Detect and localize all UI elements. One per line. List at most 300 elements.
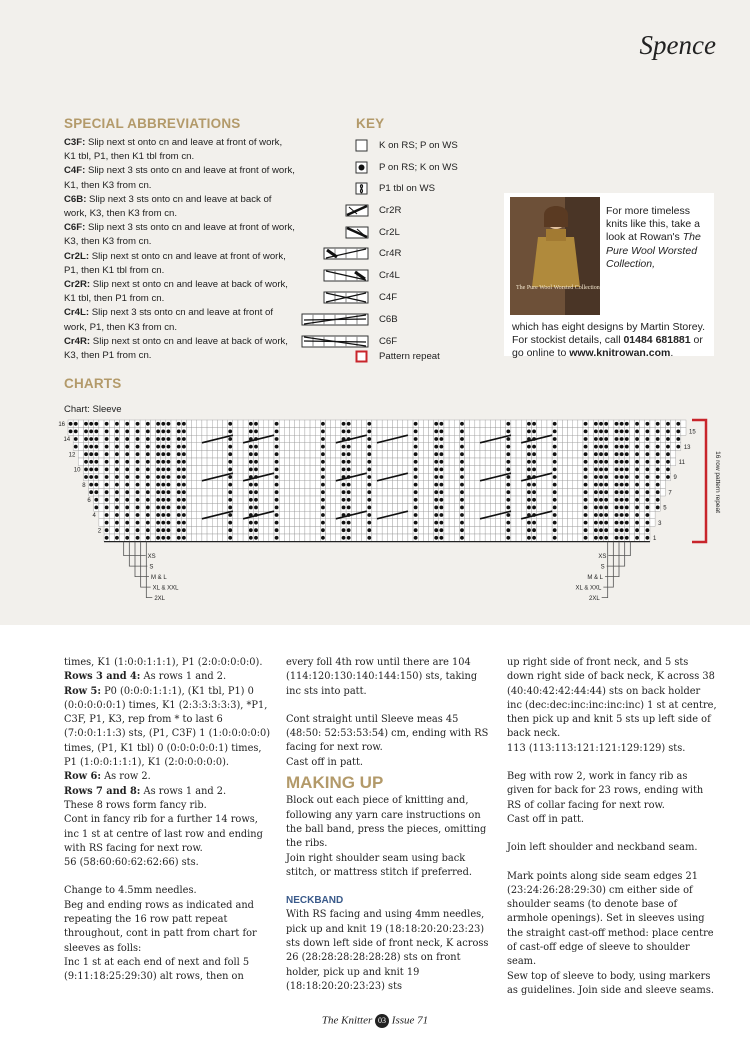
- promo-url[interactable]: www.knitrowan.com: [569, 347, 671, 360]
- chart-cell: [223, 534, 228, 542]
- chart-cell: [650, 488, 655, 496]
- chart-cell: [284, 534, 289, 542]
- chart-cell: [186, 534, 191, 542]
- chart-cell: [186, 504, 191, 512]
- chart-cell: [408, 534, 413, 542]
- purl-dot: [666, 422, 670, 426]
- chart-cell: [331, 435, 336, 443]
- chart-cell: [109, 466, 114, 474]
- chart-cell: [217, 466, 222, 474]
- chart-cell: [387, 519, 392, 527]
- chart-cell: [547, 458, 552, 466]
- chart-cell: [485, 534, 490, 542]
- chart-cell: [217, 526, 222, 534]
- chart-cell: [511, 488, 516, 496]
- chart-cell: [568, 420, 573, 428]
- chart-cell: [356, 428, 361, 436]
- purl-dot: [460, 536, 464, 540]
- chart-cell: [660, 420, 665, 428]
- purl-dot: [125, 437, 129, 441]
- chart-cell: [475, 443, 480, 451]
- chart-cell: [171, 435, 176, 443]
- chart-cell: [295, 534, 300, 542]
- chart-cell: [279, 450, 284, 458]
- chart-cell: [382, 466, 387, 474]
- purl-dot: [506, 445, 510, 449]
- purl-dot: [115, 460, 119, 464]
- chart-cell: [279, 458, 284, 466]
- chart-cell: [475, 450, 480, 458]
- purl-dot: [367, 498, 371, 502]
- chart-cell: [495, 534, 500, 542]
- chart-cell: [557, 450, 562, 458]
- purl-dot: [553, 521, 557, 525]
- purl-dot: [125, 506, 129, 510]
- chart-cell: [109, 481, 114, 489]
- chart-cell: [289, 519, 294, 527]
- chart-cell: [186, 420, 191, 428]
- chart-cell: [315, 526, 320, 534]
- chart-cell: [310, 420, 315, 428]
- chart-cell: [408, 496, 413, 504]
- chart-cell: [109, 511, 114, 519]
- chart-cell: [511, 526, 516, 534]
- chart-cell: [217, 450, 222, 458]
- purl-dot: [84, 445, 88, 449]
- purl-dot: [228, 483, 232, 487]
- chart-cell: [485, 466, 490, 474]
- chart-cell: [449, 473, 454, 481]
- chart-cell: [99, 496, 104, 504]
- purl-dot: [125, 475, 129, 479]
- chart-cell: [217, 443, 222, 451]
- chart-cell: [511, 428, 516, 436]
- chart-cell: [310, 496, 315, 504]
- purl-dot: [321, 430, 325, 434]
- chart-cell: [568, 428, 573, 436]
- chart-cell: [465, 496, 470, 504]
- chart-cell: [516, 450, 521, 458]
- purl-dot: [434, 460, 438, 464]
- chart-cell: [578, 526, 583, 534]
- purl-dot: [367, 521, 371, 525]
- chart-cell: [120, 496, 125, 504]
- chart-cell: [398, 466, 403, 474]
- chart-cell: [454, 481, 459, 489]
- purl-dot: [625, 437, 629, 441]
- purl-dot: [125, 483, 129, 487]
- chart-cell: [660, 450, 665, 458]
- chart-cell: [382, 450, 387, 458]
- chart-cell: [511, 435, 516, 443]
- purl-dot: [666, 445, 670, 449]
- chart-cell: [392, 488, 397, 496]
- purl-dot: [414, 437, 418, 441]
- chart-cell: [78, 450, 83, 458]
- chart-cell: [516, 504, 521, 512]
- chart-cell: [269, 420, 274, 428]
- instructions-column-3: [507, 656, 717, 998]
- purl-dot: [532, 498, 536, 502]
- chart-cell: [202, 481, 207, 489]
- purl-dot: [460, 490, 464, 494]
- chart-cell: [279, 428, 284, 436]
- chart-cell: [120, 481, 125, 489]
- chart-cell: [573, 473, 578, 481]
- purl-dot: [342, 506, 346, 510]
- purl-dot: [625, 430, 629, 434]
- chart-cell: [212, 534, 217, 542]
- chart-cell: [629, 481, 634, 489]
- chart-cell: [660, 443, 665, 451]
- chart-cell: [423, 534, 428, 542]
- purl-dot: [321, 521, 325, 525]
- purl-dot: [74, 445, 78, 449]
- chart-cell: [212, 496, 217, 504]
- purl-dot: [635, 468, 639, 472]
- chart-cell: [171, 458, 176, 466]
- purl-dot: [321, 452, 325, 456]
- chart-cell: [130, 458, 135, 466]
- chart-cell: [578, 481, 583, 489]
- chart-cell: [372, 526, 377, 534]
- chart-cell: [542, 534, 547, 542]
- chart-cell: [629, 496, 634, 504]
- chart-cell: [629, 458, 634, 466]
- purl-dot: [615, 437, 619, 441]
- chart-cell: [269, 504, 274, 512]
- chart-cell: [331, 526, 336, 534]
- chart-cell: [521, 443, 526, 451]
- purl-dot: [342, 460, 346, 464]
- chart-cell: [284, 526, 289, 534]
- chart-cell: [501, 504, 506, 512]
- purl-dot: [228, 528, 232, 532]
- chart-cell: [542, 496, 547, 504]
- chart-cell: [356, 488, 361, 496]
- chart-cell: [485, 458, 490, 466]
- chart-cell: [212, 526, 217, 534]
- chart-cell: [521, 450, 526, 458]
- chart-cell: [331, 420, 336, 428]
- chart-cell: [289, 443, 294, 451]
- chart-cell: [408, 466, 413, 474]
- chart-cell: [259, 428, 264, 436]
- chart-cell: [171, 534, 176, 542]
- pattern-repeat-icon: [355, 350, 369, 363]
- purl-dot: [342, 498, 346, 502]
- chart-cell: [444, 496, 449, 504]
- purl-dot: [439, 498, 443, 502]
- purl-dot: [599, 513, 603, 517]
- purl-dot: [105, 460, 109, 464]
- purl-dot: [625, 475, 629, 479]
- purl-dot: [275, 498, 279, 502]
- chart-cell: [372, 488, 377, 496]
- chart-cell: [120, 526, 125, 534]
- purl-dot: [553, 483, 557, 487]
- paragraph: every foll 4th row until there are 104 (114:120:130:140:144:150) sts, taking inc sts into patt.: [286, 657, 478, 697]
- row-number-right: 15: [689, 429, 696, 436]
- chart-cell: [223, 420, 228, 428]
- chart-cell: [305, 420, 310, 428]
- purl-dot: [625, 506, 629, 510]
- chart-cell: [562, 466, 567, 474]
- knit-square-icon: [355, 139, 369, 152]
- chart-cell: [423, 428, 428, 436]
- chart-cell: [356, 450, 361, 458]
- chart-cell: [516, 511, 521, 519]
- purl-dot: [115, 528, 119, 532]
- chart-cell: [537, 504, 542, 512]
- chart-cell: [562, 458, 567, 466]
- purl-dot: [254, 460, 258, 464]
- purl-dot: [125, 445, 129, 449]
- purl-dot: [620, 430, 624, 434]
- purl-dot: [599, 475, 603, 479]
- row-number-right: 5: [663, 505, 667, 512]
- purl-dot: [615, 513, 619, 517]
- purl-dot: [347, 445, 351, 449]
- chart-cell: [305, 466, 310, 474]
- chart-cell: [408, 443, 413, 451]
- chart-cell: [356, 420, 361, 428]
- purl-dot: [615, 430, 619, 434]
- chart-cell: [217, 488, 222, 496]
- chart-cell: [377, 428, 382, 436]
- purl-dot: [506, 460, 510, 464]
- chart-cell: [192, 481, 197, 489]
- chart-cell: [171, 420, 176, 428]
- chart-cell: [197, 428, 202, 436]
- purl-dot: [136, 483, 140, 487]
- chart-cell: [150, 519, 155, 527]
- purl-dot: [156, 460, 160, 464]
- purl-dot: [115, 521, 119, 525]
- chart-cell: [305, 504, 310, 512]
- purl-dot: [367, 513, 371, 517]
- chart-cell: [449, 466, 454, 474]
- purl-dot: [414, 513, 418, 517]
- chart-cell: [609, 428, 614, 436]
- chart-cell: [568, 534, 573, 542]
- purl-dot: [182, 483, 186, 487]
- chart-cell: [269, 450, 274, 458]
- chart-cell: [99, 420, 104, 428]
- purl-dot: [434, 483, 438, 487]
- chart-cell: [418, 458, 423, 466]
- chart-cell: [238, 488, 243, 496]
- purl-dot: [275, 452, 279, 456]
- purl-dot: [275, 483, 279, 487]
- row-number-right: 11: [678, 460, 685, 466]
- purl-dot: [414, 475, 418, 479]
- chart-cell: [629, 443, 634, 451]
- chart-cell: [326, 534, 331, 542]
- chart-cell: [454, 504, 459, 512]
- chart-cell: [362, 496, 367, 504]
- chart-cell: [516, 519, 521, 527]
- chart-cell: [516, 466, 521, 474]
- chart-cell: [562, 534, 567, 542]
- purl-dot: [228, 490, 232, 494]
- chart-cell: [429, 481, 434, 489]
- chart-cell: [197, 458, 202, 466]
- chart-cell: [387, 504, 392, 512]
- purl-dot: [167, 513, 171, 517]
- chart-cell: [444, 428, 449, 436]
- chart-cell: [418, 481, 423, 489]
- purl-dot: [645, 483, 649, 487]
- chart-cell: [660, 435, 665, 443]
- purl-dot: [604, 468, 608, 472]
- chart-cell: [336, 466, 341, 474]
- chart-cell: [150, 481, 155, 489]
- chart-cell: [470, 443, 475, 451]
- chart-cell: [223, 466, 228, 474]
- purl-dot: [249, 468, 253, 472]
- magazine-name: The Knitter: [321, 1014, 373, 1027]
- chart-cell: [418, 519, 423, 527]
- purl-dot: [167, 445, 171, 449]
- chart-cell: [521, 496, 526, 504]
- chart-cell: [284, 450, 289, 458]
- chart-cell: [650, 511, 655, 519]
- chart-cell: [382, 428, 387, 436]
- row-number-left: 10: [73, 467, 81, 474]
- chart-cell: [192, 519, 197, 527]
- purl-dot: [182, 521, 186, 525]
- purl-dot: [594, 528, 598, 532]
- purl-dot: [167, 460, 171, 464]
- chart-cell: [501, 450, 506, 458]
- purl-dot: [161, 475, 165, 479]
- chart-cell: [171, 466, 176, 474]
- chart-cell: [372, 428, 377, 436]
- chart-cell: [408, 450, 413, 458]
- chart-cell: [238, 420, 243, 428]
- chart-cell: [295, 504, 300, 512]
- c4f-icon: [323, 291, 369, 304]
- chart-cell: [326, 496, 331, 504]
- purl-dot: [161, 445, 165, 449]
- chart-cell: [511, 443, 516, 451]
- chart-cell: [171, 481, 176, 489]
- chart-cell: [542, 481, 547, 489]
- purl-dot: [347, 521, 351, 525]
- purl-dot: [460, 445, 464, 449]
- purl-dot: [182, 528, 186, 532]
- chart-cell: [547, 534, 552, 542]
- purl-dot: [367, 528, 371, 532]
- chart-cell: [660, 488, 665, 496]
- purl-dot: [275, 528, 279, 532]
- chart-cell: [289, 450, 294, 458]
- purl-dot: [625, 422, 629, 426]
- chart-cell: [99, 450, 104, 458]
- chart-cell: [326, 473, 331, 481]
- chart-cell: [557, 511, 562, 519]
- purl-dot: [532, 460, 536, 464]
- purl-dot: [342, 536, 346, 540]
- chart-cell: [542, 450, 547, 458]
- purl-dot: [182, 445, 186, 449]
- chart-cell: [568, 458, 573, 466]
- purl-dot: [161, 422, 165, 426]
- purl-dot: [125, 521, 129, 525]
- chart-cell: [392, 466, 397, 474]
- purl-dot: [584, 536, 588, 540]
- cr2l-icon: [345, 226, 369, 239]
- chart-cell: [284, 511, 289, 519]
- chart-cell: [171, 428, 176, 436]
- paragraph: With RS facing and using 4mm needles, pick up and knit 19 (18:18:20:20:23:23) sts down left side of front neck, K across 26 (28:28:28:28:28:28) sts on front holder, pick up and knit 19 (18:18:20:20:23:23) sts: [286, 909, 489, 992]
- purl-dot: [182, 490, 186, 494]
- chart-cell: [243, 458, 248, 466]
- chart-cell: [120, 466, 125, 474]
- purl-dot: [367, 468, 371, 472]
- chart-cell: [501, 481, 506, 489]
- chart-cell: [243, 428, 248, 436]
- purl-dot: [666, 437, 670, 441]
- purl-dot: [439, 422, 443, 426]
- chart-cell: [233, 504, 238, 512]
- chart-cell: [521, 526, 526, 534]
- chart-cell: [192, 420, 197, 428]
- chart-cell: [140, 481, 145, 489]
- chart-cell: [444, 458, 449, 466]
- chart-cell: [120, 443, 125, 451]
- purl-dot: [414, 528, 418, 532]
- purl-dot: [414, 498, 418, 502]
- purl-dot: [136, 498, 140, 502]
- chart-cell: [495, 443, 500, 451]
- purl-dot: [249, 430, 253, 434]
- chart-cell: [300, 450, 305, 458]
- chart-cell: [609, 458, 614, 466]
- purl-dot: [275, 475, 279, 479]
- chart-cell: [202, 420, 207, 428]
- chart-cell: [578, 519, 583, 527]
- purl-dot: [167, 483, 171, 487]
- purl-dot: [146, 483, 150, 487]
- chart-cell: [315, 511, 320, 519]
- chart-cell: [264, 450, 269, 458]
- purl-dot: [599, 506, 603, 510]
- purl-dot: [177, 490, 181, 494]
- chart-cell: [573, 481, 578, 489]
- chart-cell: [542, 526, 547, 534]
- chart-cell: [351, 481, 356, 489]
- chart-cell: [295, 481, 300, 489]
- chart-cell: [449, 488, 454, 496]
- chart-cell: [490, 458, 495, 466]
- purl-dot: [367, 490, 371, 494]
- chart-cell: [362, 420, 367, 428]
- chart-cell: [475, 519, 480, 527]
- chart-cell: [392, 458, 397, 466]
- purl-dot: [94, 468, 98, 472]
- purl-dot: [434, 528, 438, 532]
- chart-cell: [449, 519, 454, 527]
- purl-dot: [460, 506, 464, 510]
- model-illustration: [510, 197, 600, 315]
- purl-dot: [136, 513, 140, 517]
- chart-cell: [150, 466, 155, 474]
- purl-dot: [347, 498, 351, 502]
- purl-dot: [584, 468, 588, 472]
- key-item: C6F: [300, 335, 500, 349]
